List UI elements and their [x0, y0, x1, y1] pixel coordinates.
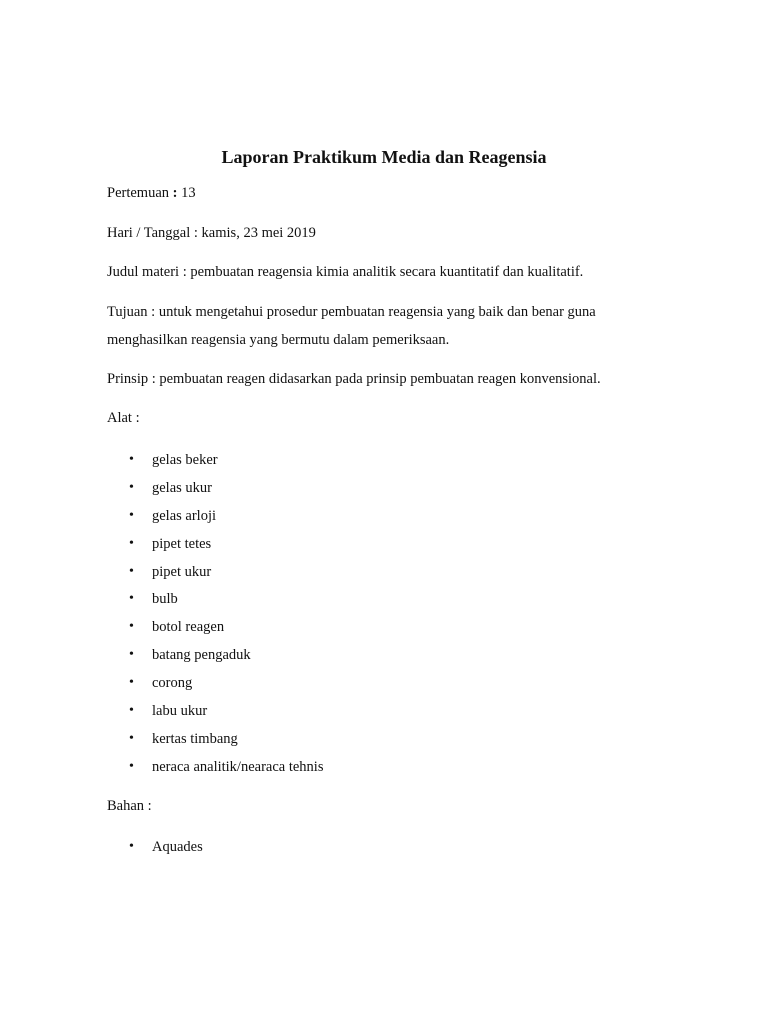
bullet-icon: •: [129, 730, 134, 746]
prinsip-line: Prinsip : pembuatan reagen didasarkan pada prinsip pembuatan reagen konvensional.: [107, 371, 601, 387]
bullet-icon: •: [129, 675, 134, 691]
pertemuan-colon: :: [172, 185, 178, 201]
bullet-icon: •: [129, 535, 134, 551]
bullet-icon: •: [129, 758, 134, 774]
judul-materi-line: Judul materi : pembuatan reagensia kimia analitik secara kuantitatif dan kualitatif.: [107, 264, 584, 280]
list-item-text: corong: [152, 675, 193, 692]
list-item-text: kertas timbang: [152, 730, 238, 747]
list-item-text: gelas beker: [152, 452, 218, 468]
bullet-icon: •: [129, 703, 134, 719]
hari-tanggal-line: Hari / Tanggal : kamis, 23 mei 2019: [107, 225, 316, 241]
bullet-icon: •: [129, 839, 134, 854]
tujuan-line-2: menghasilkan reagensia yang bermutu dalam pemeriksaan.: [107, 332, 450, 348]
list-item-text: bulb: [152, 591, 178, 608]
bullet-icon: •: [129, 563, 134, 579]
list-item-text: gelas arloji: [152, 507, 217, 524]
bullet-icon: •: [129, 479, 134, 495]
bullet-icon: •: [129, 619, 134, 635]
bullet-icon: •: [129, 591, 134, 607]
tujuan-line-1: Tujuan : untuk mengetahui prosedur pembuatan reagensia yang baik dan benar guna: [107, 304, 596, 320]
pertemuan-value: 13: [177, 185, 196, 201]
alat-heading: Alat :: [107, 410, 140, 426]
list-item-text: labu ukur: [152, 703, 208, 720]
list-item-text: neraca analitik/nearaca tehnis: [152, 758, 324, 775]
document-title: Laporan Praktikum Media dan Reagensia: [221, 147, 547, 167]
list-item-text: Aquades: [152, 839, 203, 855]
list-item-text: batang pengaduk: [152, 647, 251, 664]
bullet-icon: •: [129, 647, 134, 663]
pertemuan-line: [107, 183, 196, 203]
list-item-text: pipet ukur: [152, 563, 212, 580]
pertemuan-label: Pertemuan: [107, 185, 173, 201]
bahan-heading: Bahan :: [107, 798, 152, 814]
list-item-text: gelas ukur: [152, 479, 212, 496]
list-item-text: botol reagen: [152, 619, 225, 636]
list-item-text: pipet tetes: [152, 535, 212, 552]
bullet-icon: •: [129, 507, 134, 523]
bullet-icon: •: [129, 452, 134, 467]
